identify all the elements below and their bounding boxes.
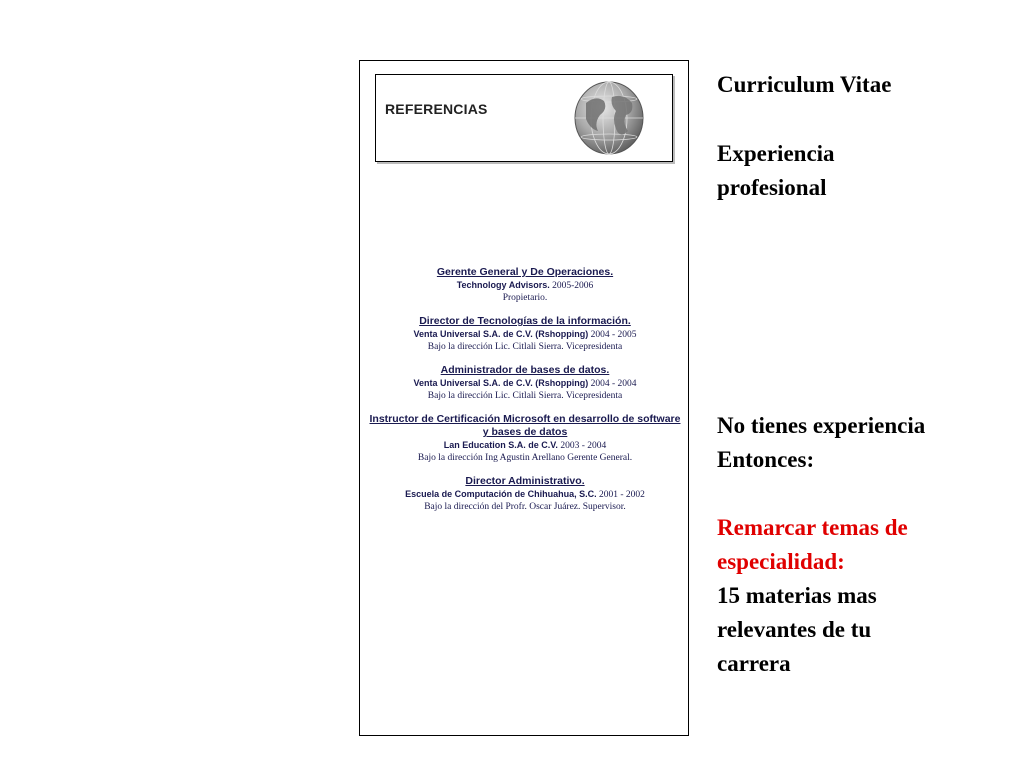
then-text: Entonces: — [717, 447, 815, 472]
reference-entry — [360, 315, 690, 353]
entry-company: Technology Advisors. — [456, 280, 550, 290]
entry-years: 2003 - 2004 — [560, 441, 607, 451]
entry-years: 2004 - 2005 — [590, 330, 637, 340]
references-title: REFERENCIAS — [385, 101, 488, 117]
entry-detail: Bajo la dirección Ing Agustin Arellano Gerente General. — [417, 453, 633, 463]
subjects-text: 15 materias mas relevantes de tu carrera — [717, 583, 877, 676]
entry-company: Lan Education S.A. de C.V. — [443, 440, 558, 450]
entry-title: Gerente General y De Operaciones. — [436, 266, 614, 278]
reference-entry — [360, 266, 690, 304]
entry-title: Administrador de bases de datos. — [440, 364, 610, 376]
references-list — [360, 266, 690, 524]
highlight-text: Remarcar temas de especialidad: — [717, 515, 908, 574]
reference-entry — [360, 413, 690, 464]
reference-entry — [360, 364, 690, 402]
entry-detail: Propietario. — [502, 293, 548, 303]
entry-detail: Bajo la dirección Lic. Citlali Sierra. Vicepresidenta — [427, 391, 623, 401]
entry-detail: Bajo la dirección Lic. Citlali Sierra. Vicepresidenta — [427, 342, 623, 352]
experience-heading: Experiencia profesional — [717, 141, 835, 200]
entry-company: Escuela de Computación de Chihuahua, S.C. — [405, 489, 597, 499]
entry-title: Director de Tecnologías de la información. — [419, 315, 631, 327]
entry-years: 2001 - 2002 — [598, 490, 645, 500]
references-header — [375, 74, 673, 162]
cv-heading: Curriculum Vitae — [717, 72, 892, 97]
entry-title: Instructor de Certificación Microsoft en desarrollo de software y bases de datos — [369, 413, 681, 438]
cv-document-page — [359, 60, 689, 736]
globe-icon — [572, 79, 646, 157]
entry-years: 2004 - 2004 — [590, 379, 637, 389]
entry-company: Venta Universal S.A. de C.V. (Rshopping) — [413, 378, 589, 388]
entry-company: Venta Universal S.A. de C.V. (Rshopping) — [413, 329, 589, 339]
entry-years: 2005-2006 — [552, 281, 594, 291]
entry-title: Director Administrativo. — [465, 475, 585, 487]
entry-detail: Bajo la dirección del Profr. Oscar Juárez. Supervisor. — [424, 502, 626, 512]
no-experience-text: No tienes experiencia — [717, 413, 926, 438]
reference-entry — [360, 475, 690, 513]
